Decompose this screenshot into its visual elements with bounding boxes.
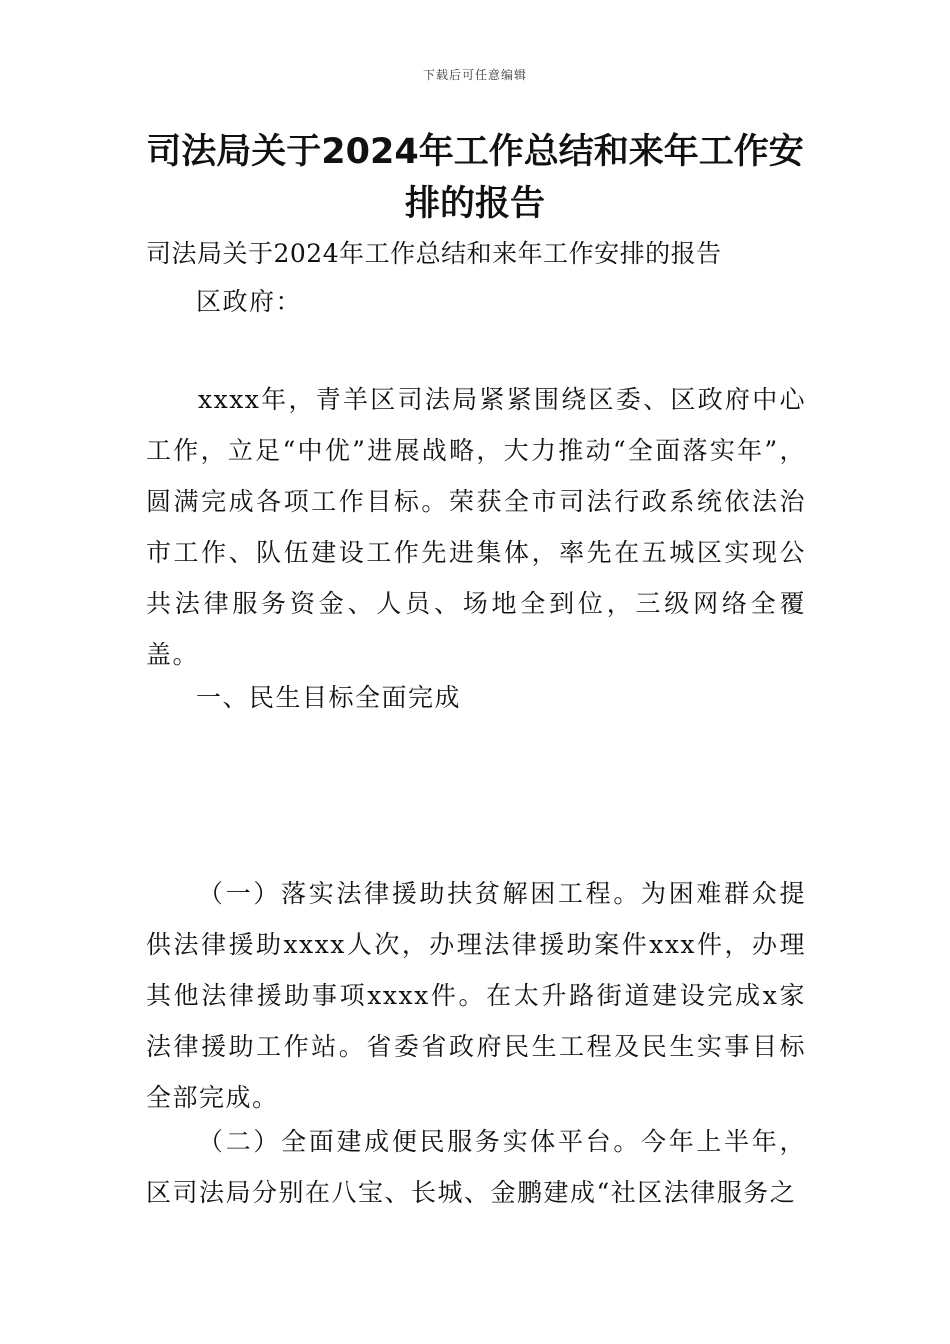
header-note: 下载后可任意编辑	[422, 68, 527, 82]
paragraph-intro: xxxx年，青羊区司法局紧紧围绕区委、区政府中心工作，立足“中优”进展战略，大力推动“全面落实年”，圆满完成各项工作目标。荣获全市司法行政系统依法治市工作、队伍建设工作先进集体，率先在五城区实现公共法律服务资金、人员、场地全到位，三级网络全覆盖。	[146, 385, 806, 669]
section-heading: 一、民生目标全面完成	[196, 683, 462, 712]
paragraph-service-platform: （二）全面建成便民服务实体平台。今年上半年，区司法局分别在八宝、长城、金鹏建成“社区法律服务之	[146, 1127, 806, 1207]
salutation: 区政府：	[196, 287, 303, 316]
document-subtitle: 司法局关于2024年工作总结和来年工作安排的报告	[146, 239, 722, 268]
document-title: 司法局关于2024年工作总结和来年工作安排的报告	[146, 132, 804, 224]
paragraph-legal-aid: （一）落实法律援助扶贫解困工程。为困难群众提供法律援助xxxx人次，办理法律援助案件xxx件，办理其他法律援助事项xxxx件。在太升路街道建设完成x家法律援助工作站。省委省政府民生工程及民生实事目标全部完成。	[146, 879, 806, 1112]
